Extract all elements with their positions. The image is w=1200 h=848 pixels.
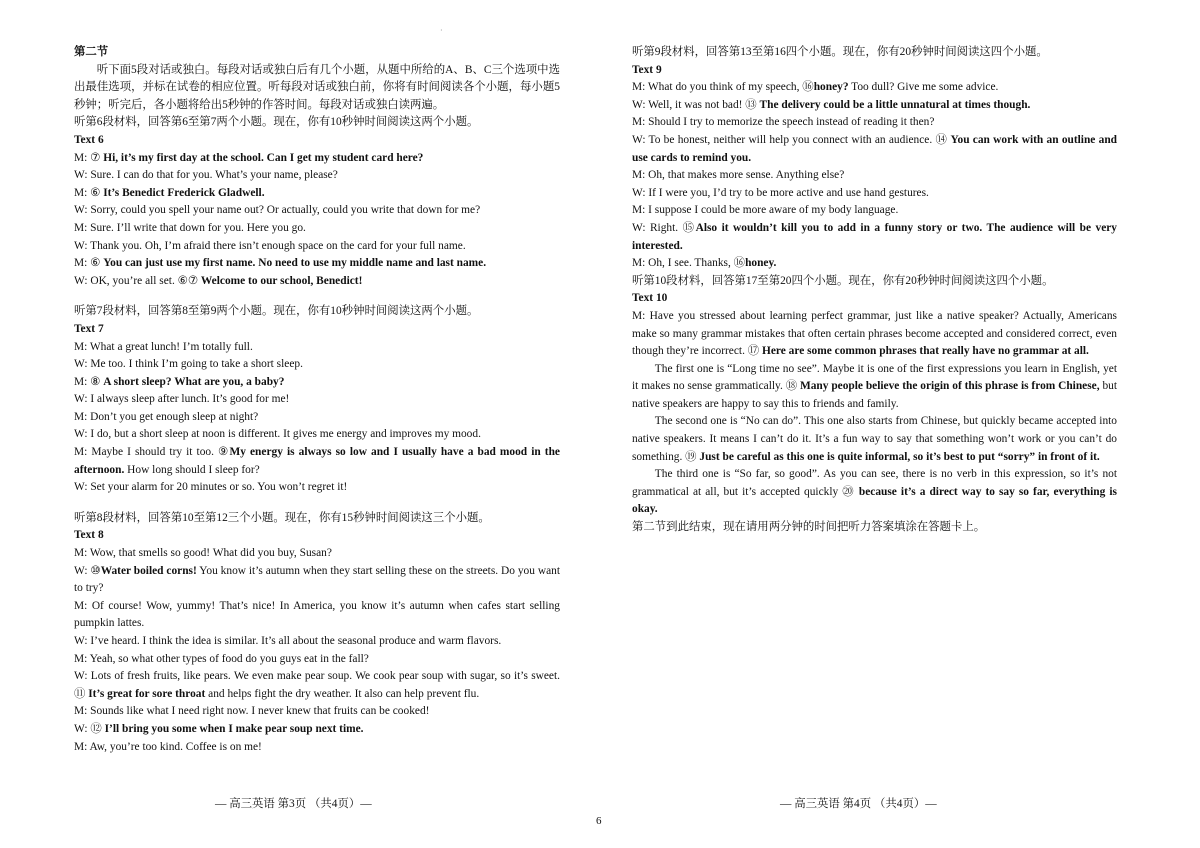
text10-intro: 听第10段材料，回答第17至第20四个小题。现在，你有20秒钟时间阅读这四个小题。: [632, 274, 1054, 287]
dialogue-line: M: ⑦ Hi, it’s my first day at the school. Can I get my student card here?: [74, 151, 424, 164]
dialogue-line: W: ⑫ I’ll bring you some when I make pear soup next time.: [74, 722, 364, 735]
text6-intro: 听第6段材料，回答第6至第7两个小题。现在，你有10秒钟时间阅读这两个小题。: [74, 116, 479, 129]
dialogue-line: M: Maybe I should try it too. ⑨My energy is always so low and I usually have a bad mood in the afternoon. How long should I sleep for?: [74, 446, 560, 476]
monologue-paragraph: The second one is “No can do”. This one also starts from Chinese, but quickly became accepted into native speakers. It means I can’t do it. It’s a fun way to say that something won’t work or you can’t do something. ⑲ Just be careful as this one is quite informal, so it’s best to put “sorry” in front of it.: [632, 415, 1117, 463]
dialogue-line: W: Lots of fresh fruits, like pears. We even make pear soup. We cook pear soup with sugar, so it’s sweet. ⑪ It’s great for sore throat and helps fight the dry weather. It also can help prevent flu.: [74, 670, 560, 700]
instructions: 听下面5段对话或独白。每段对话或独白后有几个小题，从题中所给的A、B、C三个选项中选出最佳选项，并标在试卷的相应位置。听每段对话或独白前，你将有时间阅读各个小题，每小题5秒钟；听完后，各小题将给出5秒钟的作答时间。每段对话或独白读两遍。: [74, 63, 560, 111]
dialogue-line: W: I do, but a short sleep at noon is different. It gives me energy and improves my mood.: [74, 428, 481, 441]
dialogue-line: M: ⑥ You can just use my first name. No need to use my middle name and last name.: [74, 257, 487, 270]
text9-intro: 听第9段材料，回答第13至第16四个小题。现在，你有20秒钟时间阅读这四个小题。: [632, 46, 1048, 58]
monologue-paragraph: The first one is “Long time no see”. Maybe it is one of the first expressions you learn in English, yet it makes no sense grammatically. ⑱ Many people believe the origin of this phrase is from Chinese, but native speakers are happy to say this to friends and family.: [632, 362, 1117, 410]
dialogue-line: W: Set your alarm for 20 minutes or so. You won’t regret it!: [74, 481, 348, 494]
footer-page-4: — 高三英语 第4页 （共4页）—: [780, 798, 937, 810]
closing-note: 第二节到此结束，现在请用两分钟的时间把听力答案填涂在答题卡上。: [632, 521, 986, 534]
dialogue-line: W: I’ve heard. I think the idea is similar. It’s all about the seasonal produce and warm flavors.: [74, 635, 502, 647]
dialogue-line: W: ⑩Water boiled corns! You know it’s autumn when they start selling these on the streets. Do you want to try?: [74, 564, 561, 595]
text7-title: Text 7: [74, 322, 104, 335]
dialogue-line: W: To be honest, neither will help you connect with an audience. ⑭ You can work with an outline and use cards to remind you.: [632, 133, 1117, 164]
text8-title: Text 8: [74, 529, 104, 542]
footer-page-3: — 高三英语 第3页 （共4页）—: [215, 798, 372, 810]
section-title: 第二节: [74, 46, 109, 58]
dialogue-line: M: Sounds like what I need right now. I never knew that fruits can be cooked!: [74, 705, 430, 718]
dialogue-line: M: Don’t you get enough sleep at night?: [74, 410, 259, 423]
dialogue-line: M: Wow, that smells so good! What did you buy, Susan?: [74, 547, 332, 560]
text10-title: Text 10: [632, 292, 668, 305]
dialogue-line: W: I always sleep after lunch. It’s good for me!: [74, 393, 290, 406]
dialogue-line: M: What do you think of my speech, ⑯honey? Too dull? Give me some advice.: [632, 81, 999, 94]
dialogue-line: W: OK, you’re all set. ⑥⑦ Welcome to our school, Benedict!: [74, 274, 363, 287]
dialogue-line: W: Well, it was not bad! ⑬ The delivery could be a little unnatural at times though.: [632, 98, 1031, 111]
dialogue-line: W: Sure. I can do that for you. What’s your name, please?: [74, 169, 338, 182]
dialogue-line: M: ⑥ It’s Benedict Frederick Gladwell.: [74, 186, 265, 199]
left-page: [74, 44, 560, 756]
dialogue-line: M: I suppose I could be more aware of my body language.: [632, 204, 899, 217]
dialogue-line: M: What a great lunch! I’m totally full.: [74, 340, 253, 353]
text9-title: Text 9: [632, 63, 662, 76]
monologue-paragraph: M: Have you stressed about learning perfect grammar, just like a native speaker? Actually, Americans make so many grammar mistakes that often certain phrases become accepted and considered correct, even though they’re incorrect. ⑰ Here are some common phrases that really have no grammar at all.: [632, 309, 1117, 358]
text6-title: Text 6: [74, 133, 104, 146]
dialogue-line: M: Should I try to memorize the speech instead of reading it then?: [632, 116, 935, 129]
text8-intro: 听第8段材料，回答第10至第12三个小题。现在，你有15秒钟时间阅读这三个小题。: [74, 511, 490, 524]
dialogue-line: W: Me too. I think I’m going to take a short sleep.: [74, 358, 303, 371]
dialogue-line: M: Aw, you’re too kind. Coffee is on me!: [74, 740, 262, 753]
dialogue-line: W: Right. ⑮Also it wouldn’t kill you to add in a funny story or two. The audience will be very interested.: [632, 221, 1117, 252]
page-number: 6: [596, 815, 602, 827]
dialogue-line: M: Oh, I see. Thanks, ⑯honey.: [632, 257, 777, 270]
dialogue-line: M: Oh, that makes more sense. Anything else?: [632, 169, 845, 182]
dialogue-line: M: ⑧ A short sleep? What are you, a baby?: [74, 375, 285, 388]
right-page: [632, 44, 1117, 537]
dialogue-line: W: Sorry, could you spell your name out? Or actually, could you write that down for me?: [74, 204, 481, 217]
dialogue-line: W: Thank you. Oh, I’m afraid there isn’t enough space on the card for your full name.: [74, 239, 466, 252]
dialogue-line: M: Yeah, so what other types of food do you guys eat in the fall?: [74, 652, 369, 665]
text7-intro: 听第7段材料，回答第8至第9两个小题。现在，你有10秒钟时间阅读这两个小题。: [74, 305, 479, 318]
dialogue-line: W: If I were you, I’d try to be more active and use hand gestures.: [632, 186, 929, 199]
monologue-paragraph: The third one is “So far, so good”. As you can see, there is no verb in this expression, so it’s not grammatical at all, but it’s accepted quickly ⑳ because it’s a direct way to say so far, everything is okay.: [632, 468, 1117, 516]
dialogue-line: M: Sure. I’ll write that down for you. Here you go.: [74, 221, 306, 234]
dialogue-line: M: Of course! Wow, yummy! That’s nice! In America, you know it’s autumn when cafes start selling pumpkin lattes.: [74, 599, 560, 630]
top-mark: ·: [440, 26, 443, 35]
